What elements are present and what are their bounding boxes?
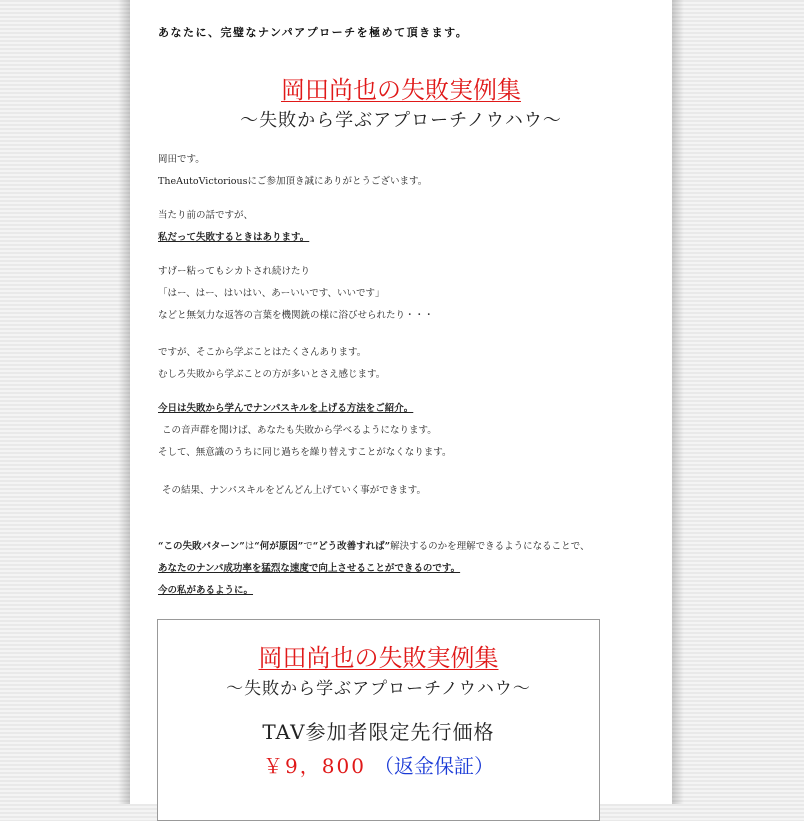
p6-line-3: 今の私があるように。: [158, 585, 254, 596]
paragraph-3: [158, 342, 658, 386]
offer-box-subtitle: 〜失敗から学ぶアプローチノウハウ〜: [226, 679, 531, 699]
p3-line-2: むしろ失敗から学ぶことの方が多いとさえ感じます。: [158, 369, 386, 380]
page-subtitle: 〜失敗から学ぶアプローチノウハウ〜: [240, 110, 562, 131]
p5-line-1: その結果、ナンパスキルをどんどん上げていく事ができます。: [162, 485, 427, 496]
p1-line-1: 当たり前の話ですが、: [158, 210, 254, 221]
p4-line-3: そして、無意識のうちに同じ過ちを繰り替えすことがなくなります。: [158, 447, 452, 458]
paragraph-6: [158, 536, 658, 602]
price-line: [158, 750, 599, 779]
p6-quote-1: “この失敗パターン”: [158, 541, 245, 552]
greeting-line: 岡田です。: [158, 154, 205, 165]
p2-line-3: などと無気力な返答の言葉を機関銃の様に浴びせられたり・・・: [158, 310, 434, 321]
refund-guarantee: （返金保証）: [373, 754, 494, 778]
p2-line-2: 「はー、はー、はいはい、あーいいです、いいです」: [158, 288, 385, 299]
greeting-paragraph: [158, 149, 658, 193]
p6-text-2: で: [303, 541, 313, 552]
paragraph-5: [158, 480, 658, 502]
price-amount: ￥9，800: [263, 754, 366, 778]
paragraph-4: [158, 398, 658, 464]
p4-line-2: この音声群を聞けば、あなたも失敗から学べるようになります。: [162, 425, 437, 436]
intro-heading: あなたに、完璧なナンパアプローチを極めて頂きます。: [158, 26, 469, 39]
p2-line-1: すげー粘ってもシカトされ続けたり: [158, 266, 311, 277]
p3-line-1: ですが、そこから学ぶことはたくさんあります。: [158, 347, 367, 358]
offer-label: TAV参加者限定先行価格: [262, 720, 495, 744]
p1-line-2: 私だって失敗するときはあります。: [158, 232, 310, 243]
page-title: 岡田尚也の失敗実例集: [281, 76, 521, 104]
p6-text-1: は: [244, 541, 255, 552]
thanks-line: TheAutoVictoriousにご参加頂き誠にありがとうございます。: [158, 176, 428, 187]
offer-box-title: 岡田尚也の失敗実例集: [258, 644, 499, 672]
sales-page: [130, 0, 672, 804]
p6-text-3: 解決するのかを理解できるようになることで、: [390, 541, 590, 552]
page-shadow-left: [118, 0, 130, 804]
paragraph-1: [158, 205, 658, 249]
p6-quote-2: “何が原因”: [254, 541, 304, 552]
p6-quote-3: “どう改善すれば”: [312, 541, 391, 552]
p4-line-1: 今日は失敗から学んでナンパスキルを上げる方法をご紹介。: [158, 403, 414, 414]
p6-line-1: [158, 536, 658, 558]
page-shadow-right: [672, 0, 684, 804]
p6-line-2: あなたのナンパ成功率を猛烈な速度で向上させることができるのです。: [158, 563, 461, 574]
offer-box: [157, 619, 600, 821]
paragraph-2: [158, 261, 658, 327]
